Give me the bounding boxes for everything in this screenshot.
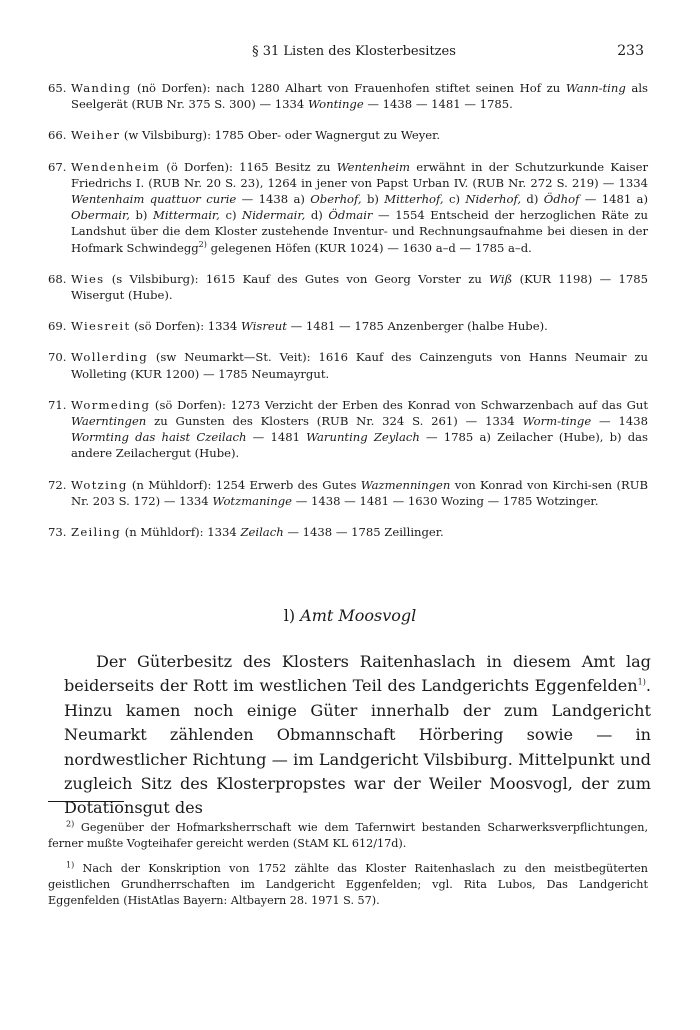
place-entry xyxy=(48,159,648,256)
entry-number: 73. xyxy=(48,525,67,540)
text-run: (nö Dorfen): nach 1280 Alhart von Frauenhofen stiftet seinen Hof zu xyxy=(131,81,566,95)
italic-place-form: Wontinge xyxy=(308,97,364,112)
place-entry xyxy=(48,80,648,112)
section-title-text: Amt Moosvogl xyxy=(300,606,417,625)
entry-number: 69. xyxy=(48,319,67,334)
place-entry-list xyxy=(48,80,648,555)
text-run: als Seelgerät (RUB Nr. 375 S. 300) — 1334 xyxy=(71,81,648,112)
text-run: b) xyxy=(361,192,385,207)
place-entry xyxy=(48,349,648,381)
footnote-marker: 1) xyxy=(66,860,75,870)
text-run: — 1438 — 1785 Zeillinger. xyxy=(283,525,444,540)
italic-place-form: Ödmair xyxy=(328,208,373,223)
footnote xyxy=(48,820,648,852)
text-run: (sw Neumarkt—St. Veit): 1616 Kauf des Cainzenguts von Hanns Neumair zu Wolleting (KUR 1200) — 1785 Neumayrgut. xyxy=(71,350,648,381)
footnote-ref: 2) xyxy=(198,239,207,249)
place-entry xyxy=(48,127,648,143)
text-run: zu Gunsten des Klosters (RUB Nr. 324 S. 261) — 1334 xyxy=(146,414,523,429)
text-run: — 1481 xyxy=(246,430,307,445)
footnote-text: Gegenüber der Hofmarksherrschaft wie dem Tafernwirt bestanden Scharwerksverpflichtungen, ferner mußte Vogteihafer gereicht werden (StAM KL 612/17d). xyxy=(48,821,648,850)
italic-place-form: Zeilach xyxy=(240,525,284,540)
place-name: Zeiling xyxy=(71,525,122,540)
italic-place-form: Mittermair, xyxy=(153,208,220,223)
entry-number: 72. xyxy=(48,477,67,492)
place-entry xyxy=(48,318,648,334)
place-name: Wotzing xyxy=(71,477,128,492)
italic-place-form: Wotzmaninge xyxy=(212,493,293,508)
text-run: — 1481 a) xyxy=(579,192,648,207)
place-name: Wormeding xyxy=(71,397,151,412)
italic-place-form: Waerntingen xyxy=(71,414,147,429)
text-run: (s Vilsbiburg): 1615 Kauf des Gutes von Georg Vorster zu xyxy=(104,271,490,286)
footnote xyxy=(48,861,648,909)
entry-number: 68. xyxy=(48,271,67,286)
text-run: d) xyxy=(305,208,329,223)
text-run: — 1438 xyxy=(591,414,648,429)
footnotes xyxy=(48,820,648,918)
footnote-ref: 1) xyxy=(637,678,646,688)
text-run: — 1438 — 1481 — 1785. xyxy=(363,97,513,112)
text-run: — 1481 — 1785 Anzenberger (halbe Hube). xyxy=(286,319,548,334)
text-run: c) xyxy=(219,208,243,223)
body-text xyxy=(64,650,651,821)
text-run: Der Güterbesitz des Klosters Raitenhaslach in diesem Amt lag beiderseits der Rott im westlichen Teil des Landgerichts Eggenfelden xyxy=(64,652,651,696)
text-run: b) xyxy=(129,208,153,223)
text-run: erwähnt in der Schutzurkunde Kaiser Friedrichs I. (RUB Nr. 20 S. 23), 1264 in jener von Papst Urban IV. (RUB Nr. 272 S. 219) — 1334 xyxy=(71,159,648,190)
italic-place-form: Ödhof xyxy=(543,192,580,207)
place-name: Wendenheim xyxy=(71,159,161,174)
text-run: — 1438 — 1481 — 1630 Wozing — 1785 Wotzinger. xyxy=(292,493,599,508)
italic-place-form: Wentenheim xyxy=(336,159,411,174)
text-run: gelegenen Höfen (KUR 1024) — 1630 a–d — 1785 a–d. xyxy=(206,240,532,255)
italic-place-form: Worm-tinge xyxy=(522,414,592,429)
italic-place-form: Niderhof, xyxy=(465,192,522,207)
text-run: c) xyxy=(443,192,466,207)
running-header xyxy=(64,44,644,64)
text-run: (w Vilsbiburg): 1785 Ober- oder Wagnergut zu Weyer. xyxy=(120,128,441,143)
text-run: (ö Dorfen): 1165 Besitz zu xyxy=(160,159,337,174)
italic-place-form: Mitterhof, xyxy=(384,192,444,207)
italic-place-form: Warunting Zeylach xyxy=(306,430,420,445)
running-title: § 31 Listen des Klosterbesitzes xyxy=(252,44,456,59)
italic-place-form: Wiß xyxy=(489,271,513,286)
italic-place-form: Oberhof, xyxy=(310,192,362,207)
text-run: (n Mühldorf): 1254 Erwerb des Gutes xyxy=(127,477,361,492)
text-run: — 1554 Entscheid der herzoglichen Räte zu Landshut über die dem Kloster zustehende Inventur- und Rechnungsaufnahme bei diesen in der Hofmark Schwindegg xyxy=(71,208,648,255)
text-run: — 1785 a) Zeilacher (Hube), b) das andere Zeilachergut (Hube). xyxy=(71,430,648,461)
place-name: Wollerding xyxy=(71,350,148,365)
italic-place-form: Obermair, xyxy=(71,208,130,223)
place-name: Wies xyxy=(71,271,105,286)
text-run: (KUR 1198) — 1785 Wisergut (Hube). xyxy=(71,271,648,303)
text-run: von Konrad von Kirchi-sen (RUB Nr. 203 S. 172) — 1334 xyxy=(71,477,648,508)
entry-number: 67. xyxy=(48,159,67,174)
text-run: . Hinzu kamen noch einige Güter innerhalb der zum Landgericht Neumarkt zählenden Obmannschaft Hörbering sowie — in nordwestlicher Richtung — im Landgericht Vilsbiburg. Mittelpunkt und zugleich Sitz des Klosterpropstes war der Weiler Moosvogl, der zum Dotationsgut des xyxy=(64,676,651,818)
entry-number: 66. xyxy=(48,128,67,143)
italic-place-form: Wazmenningen xyxy=(360,477,451,492)
italic-place-form: Nidermair, xyxy=(242,208,306,223)
place-name: Wanding xyxy=(71,81,132,95)
place-entry xyxy=(48,524,648,540)
italic-place-form: Wisreut xyxy=(240,319,287,334)
entry-number: 70. xyxy=(48,350,67,365)
footnote-marker: 2) xyxy=(66,819,75,829)
page-number: 233 xyxy=(617,43,644,59)
footnote-separator xyxy=(48,801,124,802)
section-number: l) xyxy=(283,606,296,625)
place-name: Wiesreit xyxy=(71,319,131,334)
entry-number: 65. xyxy=(48,81,67,95)
italic-place-form: Wann-ting xyxy=(565,81,626,95)
place-name: Weiher xyxy=(71,128,121,143)
footnote-text: Nach der Konskription von 1752 zählte das Kloster Raitenhaslach zu den meistbegüterten geistlichen Grundherrschaften im Landgericht Eggenfelden; vgl. Rita Lubos, Das Landgericht Eggenfelden (HistAtlas Bayern: Altbayern 28. 1971 S. 57). xyxy=(48,862,648,907)
section-heading xyxy=(0,606,700,625)
text-run: — 1438 a) xyxy=(236,192,311,207)
text-run: (sö Dorfen): 1334 xyxy=(130,319,241,334)
text-run: (n Mühldorf): 1334 xyxy=(121,525,241,540)
place-entry xyxy=(48,271,648,303)
body-paragraph xyxy=(64,650,651,821)
place-entry xyxy=(48,397,648,462)
italic-place-form: Wentenhaim quattuor curie xyxy=(71,192,237,207)
text-run: d) xyxy=(521,192,544,207)
place-entry xyxy=(48,477,648,509)
entry-number: 71. xyxy=(48,397,67,412)
text-run: (sö Dorfen): 1273 Verzicht der Erben des Konrad von Schwarzenbach auf das Gut xyxy=(150,397,648,412)
italic-place-form: Wormting das haist Czeilach xyxy=(71,430,247,445)
